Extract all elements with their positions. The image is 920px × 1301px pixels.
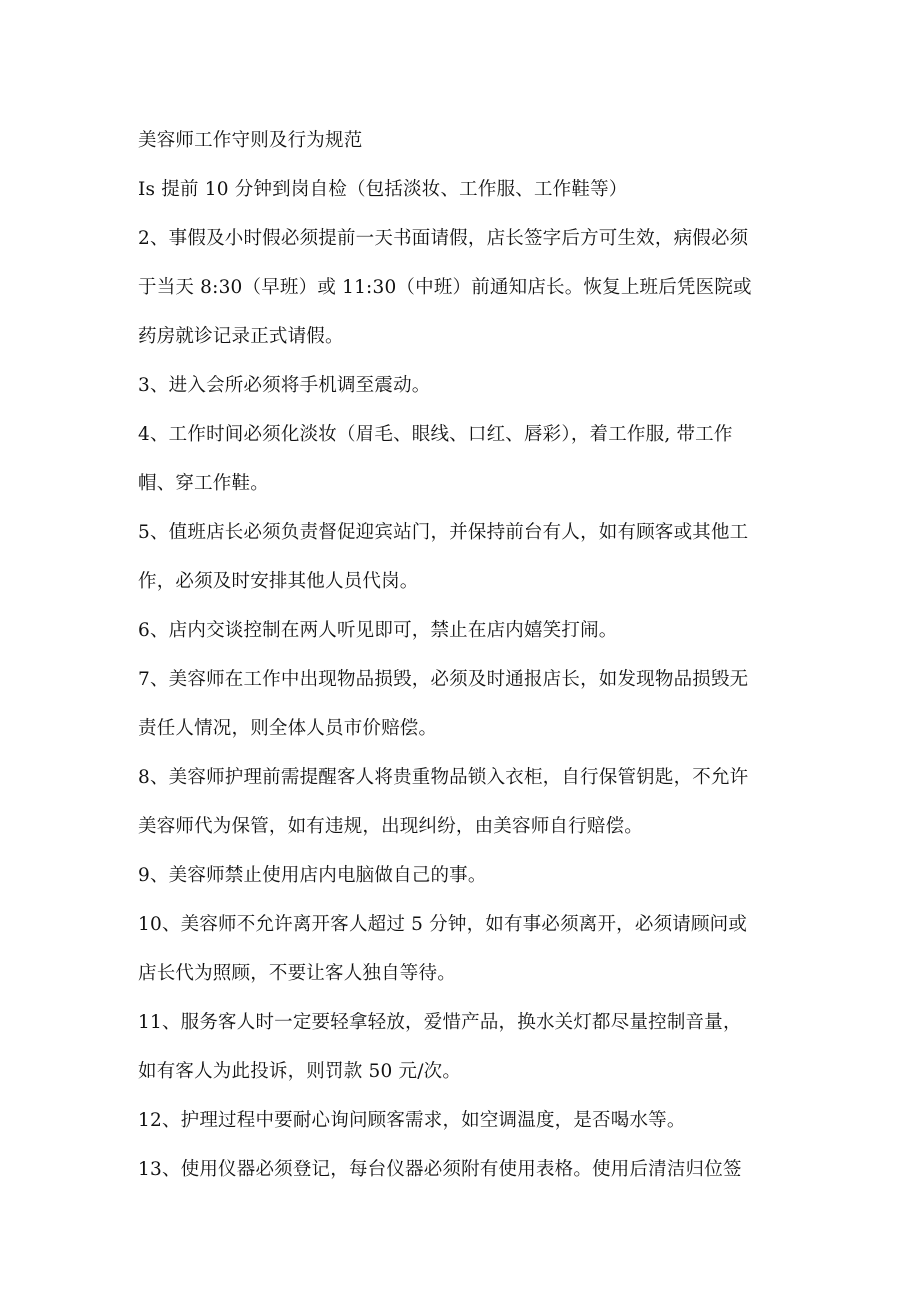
rule-line: 10、美容师不允许离开客人超过 5 分钟，如有事必须离开，必须请顾问或 — [138, 914, 748, 935]
rule-line: 帽、穿工作鞋。 — [138, 473, 269, 494]
rule-line: 2、事假及小时假必须提前一天书面请假，店长签字后方可生效，病假必须 — [138, 228, 749, 249]
rule-line: 美容师代为保管，如有违规，出现纠纷，由美容师自行赔偿。 — [138, 816, 643, 837]
rule-line: 12、护理过程中要耐心询问顾客需求，如空调温度，是否喝水等。 — [138, 1110, 686, 1131]
rule-line: 4、工作时间必须化淡妆（眉毛、眼线、口红、唇彩），着工作服, 带工作 — [138, 424, 733, 445]
rule-line: 药房就诊记录正式请假。 — [138, 326, 344, 347]
rule-line: 11、服务客人时一定要轻拿轻放，爱惜产品，换水关灯都尽量控制音量， — [138, 1012, 742, 1033]
rule-line: 8、美容师护理前需提醒客人将贵重物品锁入衣柜，自行保管钥匙，不允许 — [138, 767, 749, 788]
rule-line: Is 提前 10 分钟到岗自检（包括淡妆、工作服、工作鞋等） — [138, 179, 628, 200]
document-body — [138, 116, 786, 1194]
rule-line: 9、美容师禁止使用店内电脑做自己的事。 — [138, 865, 487, 886]
rule-line: 责任人情况，则全体人员市价赔偿。 — [138, 718, 438, 739]
rule-line: 作，必须及时安排其他人员代岗。 — [138, 571, 419, 592]
rule-line: 3、进入会所必须将手机调至震动。 — [138, 375, 431, 396]
rule-line: 于当天 8:30（早班）或 11:30（中班）前通知店长。恢复上班后凭医院或 — [138, 277, 752, 298]
rule-line: 店长代为照顾，不要让客人独自等待。 — [138, 963, 456, 984]
rule-line: 5、值班店长必须负责督促迎宾站门，并保持前台有人，如有顾客或其他工 — [138, 522, 749, 543]
document-title: 美容师工作守则及行为规范 — [138, 130, 363, 151]
rule-line: 6、店内交谈控制在两人听见即可，禁止在店内嬉笑打闹。 — [138, 620, 618, 641]
rule-line: 13、使用仪器必须登记，每台仪器必须附有使用表格。使用后清洁归位签 — [138, 1159, 742, 1180]
rule-line: 7、美容师在工作中出现物品损毁，必须及时通报店长，如发现物品损毁无 — [138, 669, 749, 690]
rule-line: 如有客人为此投诉，则罚款 50 元/次。 — [138, 1061, 462, 1082]
